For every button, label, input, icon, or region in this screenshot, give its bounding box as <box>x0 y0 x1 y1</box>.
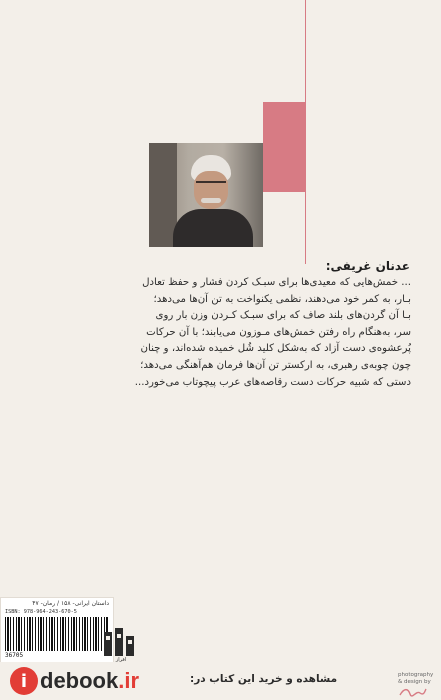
excerpt-line: بـا آن گردن‌های بلند صاف که برای سبـک کـردن وزن بار روی <box>155 310 411 322</box>
excerpt-line: پُرعشوه‌ی دست آزاد که به‌شکل کلید شُل خمیده شده‌اند، و چنان <box>140 343 411 355</box>
excerpt-line: دستی که شبیه حرکات دست رقاصه‌های عرب پیچوتاب می‌خورد... <box>134 376 411 388</box>
excerpt-line: ... خمش‌هایی که معیدی‌ها برای سبـک کردن فشار و حفظ تعادل <box>142 277 411 288</box>
author-photo <box>149 143 263 247</box>
pink-accent-block <box>263 102 305 192</box>
idebook-wordmark: debook <box>40 668 119 693</box>
design-credit: photography & design by <box>398 672 434 685</box>
footer-bar <box>0 662 441 700</box>
designer-signature-icon <box>398 686 428 698</box>
idebook-logo-icon: i <box>10 667 38 695</box>
excerpt-text <box>28 275 411 391</box>
excerpt-line: چون چوبه‌ی رهبری، به ارکستر تن آن‌ها فرمان هم‌آهنگی می‌دهد؛ <box>140 359 411 371</box>
author-name: عدنان غریفی: <box>325 259 410 273</box>
excerpt-line: بـار، به کمر خود می‌دهند، نظمی یکنواخت به تن آن‌ها می‌دهد؛ <box>153 293 411 305</box>
pink-accent-line <box>305 0 306 264</box>
afraz-logo-icon <box>100 626 142 662</box>
excerpt-line: سر، به‌هنگام راه رفتن خمش‌های مـوزون می‌یابند؛ با آن حرکات <box>146 326 411 338</box>
barcode-digits: 36705 <box>5 652 24 659</box>
svg-text:افراز: افراز <box>115 657 127 662</box>
idebook-tld: .ir <box>118 668 140 693</box>
isbn-number: ISBN: 978-964-243-670-5 <box>5 609 77 615</box>
buy-link-text[interactable]: مشاهده و خرید این کتاب در: <box>190 673 338 685</box>
barcode-icon <box>5 617 109 651</box>
idebook-logo[interactable] <box>6 666 143 696</box>
barcode-label <box>0 597 114 664</box>
genre-code: داستان ایرانی- ۱۵۸ / رمان- ۴۷ <box>32 600 109 607</box>
